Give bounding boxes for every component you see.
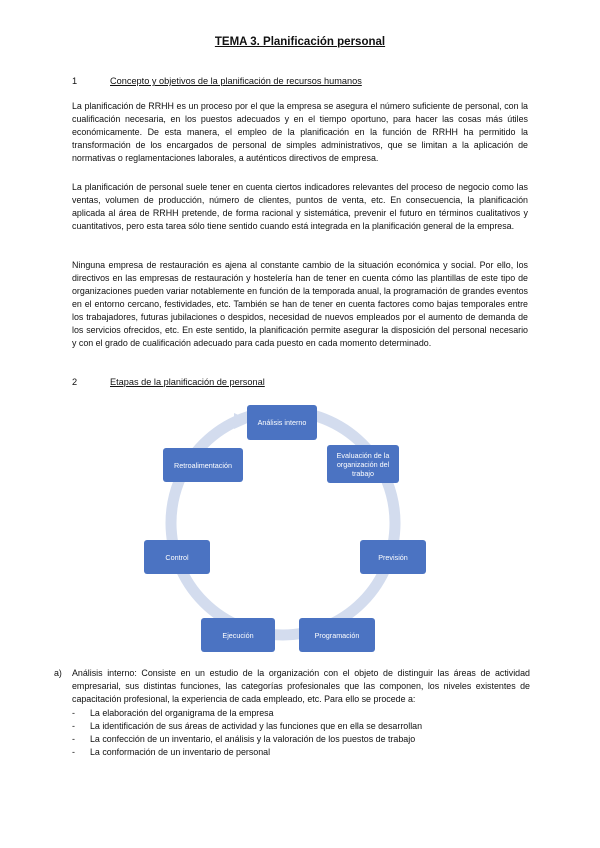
list-item: - La elaboración del organigrama de la empresa [72,707,530,720]
list-a-text: Análisis interno: Consiste en un estudio de la organización con el objeto de distinguir las áreas de actividad empresarial, sus distintas funciones, las categorías profesionales que las componen, los niveles existentes de capacitación profesional, la experiencia de cada empleado, etc. Para ello se procede a: [72,668,530,705]
section-1-number: 1 [72,76,78,86]
paragraph-3: Ninguna empresa de restauración es ajena al constante cambio de la situación económica y social. Por ello, los directivos en las empresas de restauración y hostelería han de tener en cuenta cómo las plantillas de este tipo de organizaciones pueden variar notablemente en función de la temporada anual, la programación de grandes eventos en el entorno cercano, festividades, etc. También se han de tener en cuenta factores como bajas temporales entre los trabajadores, futuras jubilaciones o despidos, necesidad de nuevos empleados por el aumento de demanda de los servicios ofrecidos, etc. En este sentido, la planificación permite asegurar la disposición del personal necesario y con el grado de cualificación adecuado para cada puesto en cada momento determinado. [72,260,528,348]
section-2-heading [72,377,265,387]
list-section-a [54,667,530,759]
section-2-title: Etapas de la planificación de personal [110,377,265,387]
node-prevision: Previsión [360,540,426,574]
node-ejecucion: Ejecución [201,618,275,652]
page-title: TEMA 3. Planificación personal [214,36,386,48]
node-programacion: Programación [299,618,375,652]
list-item: - La confección de un inventario, el análisis y la valoración de los puestos de trabajo [72,733,530,746]
paragraph-2: La planificación de personal suele tener en cuenta ciertos indicadores relevantes del proceso de negocio como las ventas, volumen de producción, número de clientes, puntos de venta, etc. En consecuencia, la planificación aplicada al área de RRHH pretende, de forma racional y sistemática, prevenir el futuro en términos cualitativos y cuantitativos, pero esta tarea sólo tiene sentido cuando está integrada en la planificación general de la empresa. [72,182,528,231]
planning-cycle-diagram [130,393,430,663]
list-item: - La identificación de sus áreas de actividad y las funciones que en ella se desarrollan [72,720,530,733]
bullet-dash: - [72,734,75,745]
node-control: Control [144,540,210,574]
list-label-a: a) [54,668,62,678]
paragraph-1: La planificación de RRHH es un proceso por el que la empresa se asegura el número suficiente de personal, con la cualificación necesaria, en los puestos adecuados y en el tiempo oportuno, para hacer las cosas más útiles económicamente. De esta manera, el empleo de la planificación en la función de RRHH ha permitido la transformación de los encargados de personal de simples administrativos, que se limitan a la aplicación de normativas o reglamentaciones laborales, a auténticos directivos de empresa. [72,101,528,163]
section-1-title: Concepto y objetivos de la planificación de recursos humanos [110,76,362,86]
node-evaluacion: Evaluación de la organización del trabajo [327,445,399,483]
node-analisis-interno: Análisis interno [247,405,317,440]
section-1-heading [72,76,362,86]
node-retroalimentacion: Retroalimentación [163,448,243,482]
bullet-dash: - [72,720,75,731]
bullet-dash: - [72,707,75,718]
section-2-number: 2 [72,377,78,387]
list-item: - La conformación de un inventario de personal [72,746,530,759]
bullet-dash: - [72,747,75,758]
bullet-list [72,707,530,760]
